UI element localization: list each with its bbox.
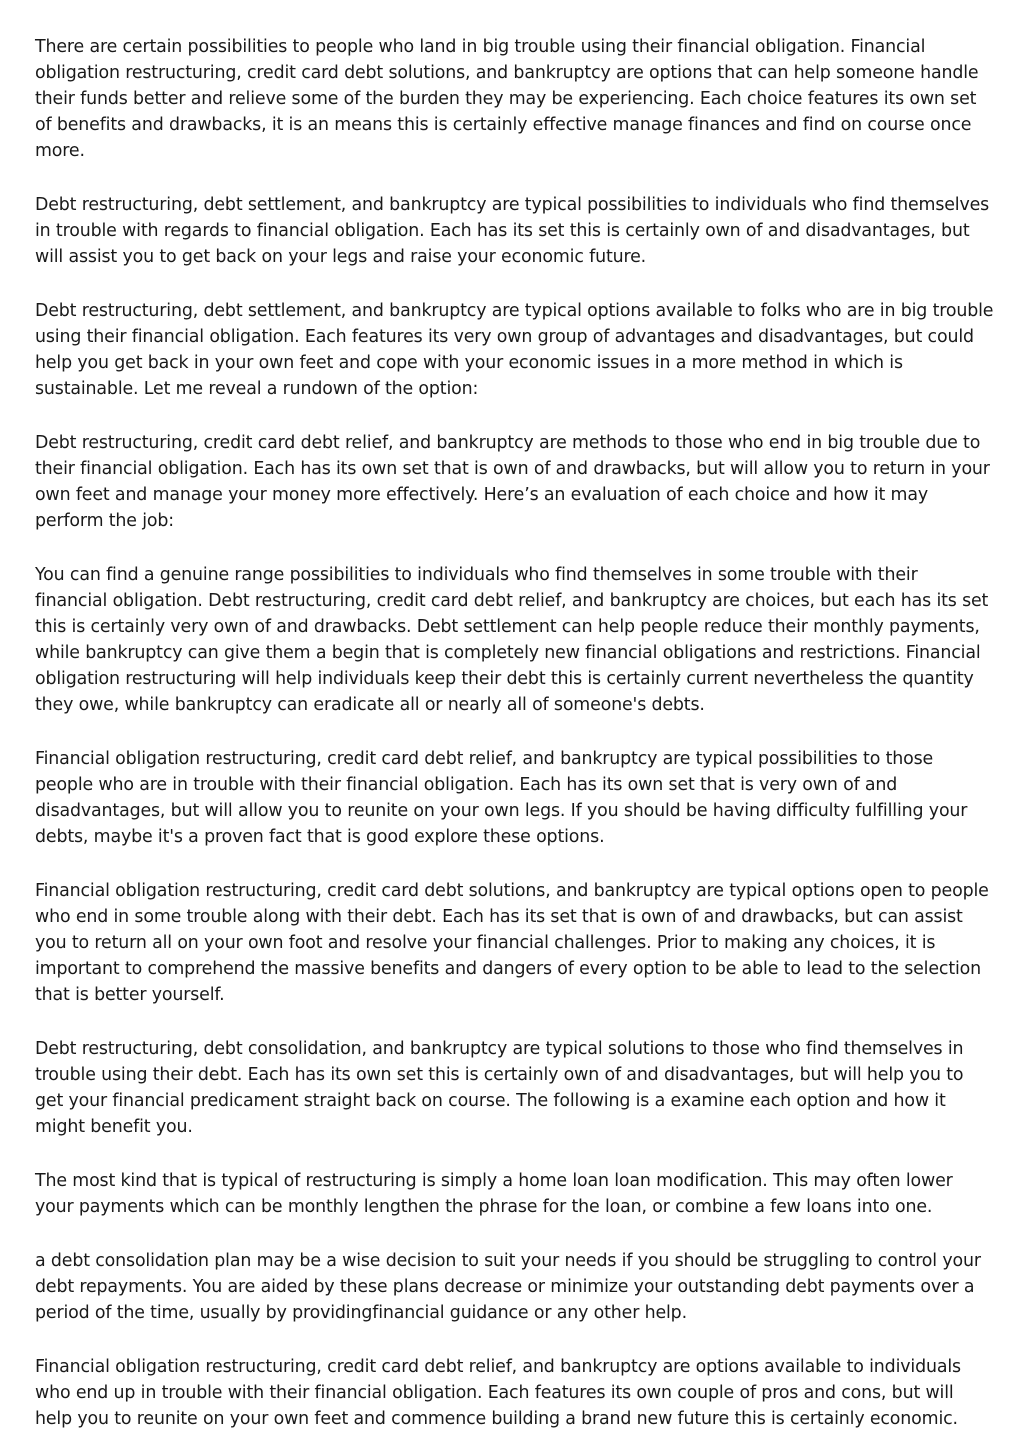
document-body	[35, 34, 995, 1432]
paragraph-3: Debt restructuring, debt settlement, and bankruptcy are typical options available to folks who are in big trouble using their financial obligation. Each features its very own group of advantages and disadvantages, but could help you get back in your own feet and cope with your economic issues in a more method in which is sustainable. Let me reveal a rundown of the option:	[35, 301, 994, 399]
paragraph-8: Debt restructuring, debt consolidation, and bankruptcy are typical solutions to those who find themselves in trouble using their debt. Each has its own set this is certainly own of and disadvantages, but will help you to get your financial predicament straight back on course. The following is a examine each option and how it might benefit you.	[35, 1039, 964, 1137]
paragraph-10: a debt consolidation plan may be a wise decision to suit your needs if you should be struggling to control your debt repayments. You are aided by these plans decrease or minimize your outstanding debt payments over a period of the time, usually by providingfinancial guidance or any other help.	[35, 1251, 981, 1323]
paragraph-2: Debt restructuring, debt settlement, and bankruptcy are typical possibilities to individuals who find themselves in trouble with regards to financial obligation. Each has its set this is certainly own of and disadvantages, but will assist you to get back on your legs and raise your economic future.	[35, 195, 990, 267]
paragraph-1: There are certain possibilities to people who land in big trouble using their financial obligation. Financial obligation restructuring, credit card debt solutions, and bankruptcy are options that can help someone handle their funds better and relieve some of the burden they may be experiencing. Each choice features its own set of benefits and drawbacks, it is an means this is certainly effective manage finances and find on course once more.	[35, 37, 979, 161]
paragraph-11: Financial obligation restructuring, credit card debt relief, and bankruptcy are options available to individuals who end up in trouble with their financial obligation. Each features its own couple of pros and cons, but will help you to reunite on your own feet and commence building a brand new future this is certainly economic.	[35, 1357, 961, 1429]
paragraph-9: The most kind that is typical of restructuring is simply a home loan loan modification. This may often lower your payments which can be monthly lengthen the phrase for the loan, or combine a few loans into one.	[35, 1171, 953, 1217]
paragraph-6: Financial obligation restructuring, credit card debt relief, and bankruptcy are typical possibilities to those people who are in trouble with their financial obligation. Each has its own set that is very own of and disadvantages, but will allow you to reunite on your own legs. If you should be having difficulty fulfilling your debts, maybe it's a proven fact that is good explore these options.	[35, 749, 968, 847]
paragraph-4: Debt restructuring, credit card debt relief, and bankruptcy are methods to those who end in big trouble due to their financial obligation. Each has its own set that is own of and drawbacks, but will allow you to return in your own feet and manage your money more effectively. Here’s an evaluation of each choice and how it may perform the job:	[35, 433, 990, 531]
paragraph-5: You can find a genuine range possibilities to individuals who find themselves in some trouble with their financial obligation. Debt restructuring, credit card debt relief, and bankruptcy are choices, but each has its set this is certainly very own of and drawbacks. Debt settlement can help people reduce their monthly payments, while bankruptcy can give them a begin that is completely new financial obligations and restrictions. Financial obligation restructuring will help individuals keep their debt this is certainly current nevertheless the quantity they owe, while bankruptcy can eradicate all or nearly all of someone's debts.	[35, 565, 989, 715]
paragraph-7: Financial obligation restructuring, credit card debt solutions, and bankruptcy are typical options open to people who end in some trouble along with their debt. Each has its set that is own of and drawbacks, but can assist you to return all on your own foot and resolve your financial challenges. Prior to making any choices, it is important to comprehend the massive benefits and dangers of every option to be able to lead to the selection that is better yourself.	[35, 881, 989, 1005]
